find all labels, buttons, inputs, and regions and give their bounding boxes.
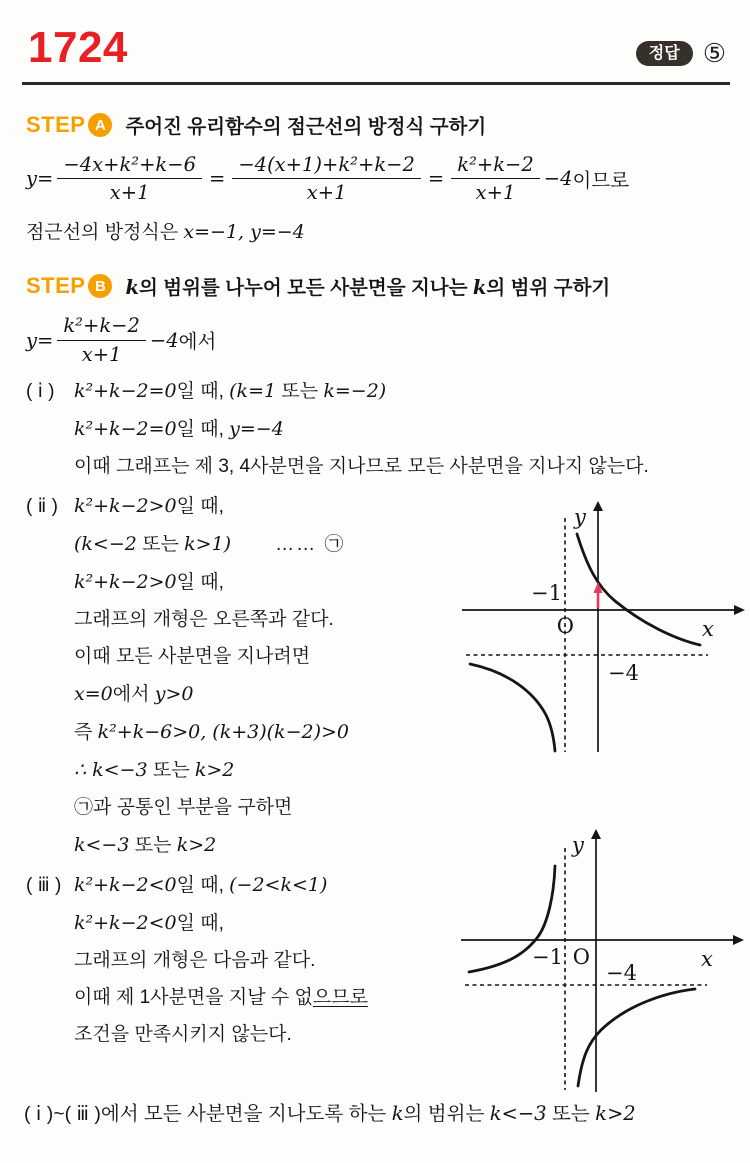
case-i-line-1 xyxy=(26,378,750,406)
y-axis-arrow-icon xyxy=(591,829,601,839)
fraction-1-denominator: x+1 xyxy=(109,181,150,205)
x-axis-label: x xyxy=(701,947,713,971)
korean-text: 일 때, xyxy=(176,381,230,403)
origin-label: O xyxy=(556,614,574,638)
math-expression: k²+k−2<0 xyxy=(74,873,177,896)
korean-text: 에서 xyxy=(112,683,155,705)
math-expression: k²+k−2=0 xyxy=(74,418,177,441)
reference-mark: …… ㉠ xyxy=(275,534,346,556)
korean-text: 또는 xyxy=(546,1103,596,1125)
korean-text: 그래프의 개형은 오른쪽과 같다. xyxy=(74,608,334,630)
math-expression: k xyxy=(391,1102,404,1125)
math-expression: k>2 xyxy=(194,758,235,781)
math-expression: k>1) xyxy=(184,533,232,556)
korean-text: 즉 xyxy=(74,721,98,743)
y-axis-arrow-icon xyxy=(593,501,603,511)
math-expression: (k=1 xyxy=(229,380,277,403)
korean-text: 또는 xyxy=(136,534,185,556)
case-marker: ( ⅲ ) xyxy=(26,874,62,896)
math-expression: y>0 xyxy=(154,682,194,705)
fraction-2 xyxy=(232,153,421,205)
underlined-text: 으므로 xyxy=(312,986,368,1008)
step-a-heading xyxy=(0,85,750,139)
math-expression: (−2<k<1) xyxy=(229,873,328,896)
step-b-title-math1: k xyxy=(125,276,139,300)
fraction-3-numerator: k²+k−2 xyxy=(451,153,540,179)
asymptote-text: 점근선의 방정식은 xyxy=(26,221,184,243)
step-b-formula xyxy=(0,314,750,366)
fraction-2-denominator: x+1 xyxy=(306,181,347,205)
page-header xyxy=(0,0,750,70)
origin-label: O xyxy=(572,945,590,969)
graph-svg xyxy=(446,500,746,758)
conclusion-line xyxy=(24,1098,636,1126)
horizontal-asymptote-value: −4 xyxy=(606,961,637,985)
step-b-title xyxy=(125,272,610,300)
step-a-formula xyxy=(0,153,750,205)
case-i-line-2 xyxy=(26,416,750,444)
answer-choice-number: ⑤ xyxy=(702,38,726,68)
math-expression: k²+k−2>0 xyxy=(74,571,177,593)
equals-sign: = xyxy=(427,167,445,191)
hyperbola-graph-case-iii xyxy=(445,822,745,1103)
formula-lhs: y= xyxy=(26,167,54,191)
korean-text: 또는 xyxy=(276,381,324,403)
math-expression: k<−3 xyxy=(74,833,130,856)
korean-text: 일 때, xyxy=(176,874,230,896)
math-expression: k>2 xyxy=(176,833,217,856)
math-expression: k<−3 xyxy=(489,1102,547,1125)
math-expression: k²+k−2>0 xyxy=(74,495,177,518)
formula-tail-text: 이므로 xyxy=(572,169,630,192)
korean-text: 일 때, xyxy=(176,572,224,593)
case-marker: ( ⅱ ) xyxy=(26,496,58,518)
formula-lhs: y= xyxy=(26,328,54,352)
case-i-line-3 xyxy=(26,454,750,481)
fraction-b-denominator: x+1 xyxy=(81,342,122,366)
equals-sign: = xyxy=(208,167,226,191)
answer-area xyxy=(636,38,726,69)
formula-tail-text: 에서 xyxy=(178,331,217,354)
fraction-b-numerator: k²+k−2 xyxy=(57,314,146,340)
math-expression: x=0 xyxy=(74,682,113,705)
asymptote-line xyxy=(0,219,750,247)
hyperbola-graph-case-ii xyxy=(446,500,746,764)
fraction-3 xyxy=(451,153,540,205)
vertical-asymptote-value: −1 xyxy=(531,581,562,605)
y-axis-label: y xyxy=(574,505,586,529)
fraction-b xyxy=(57,314,146,366)
step-a-circle-icon: A xyxy=(88,113,112,137)
korean-text: 또는 xyxy=(147,759,195,781)
step-b-label: STEP xyxy=(26,273,86,299)
korean-text: 일 때, xyxy=(176,496,224,518)
fraction-1 xyxy=(57,153,202,205)
fraction-2-numerator: −4(x+1)+k²+k−2 xyxy=(232,153,421,179)
formula-tail-math: −4 xyxy=(543,167,573,191)
fraction-3-denominator: x+1 xyxy=(475,181,516,205)
math-expression: k²+k−2=0 xyxy=(74,380,177,403)
step-b-circle-icon: B xyxy=(88,274,112,298)
step-a-title: 주어진 유리함수의 점근선의 방정식 구하기 xyxy=(125,116,487,138)
asymptote-math: x=−1, y=−4 xyxy=(183,220,305,243)
math-expression: (k<−2 xyxy=(74,533,137,556)
x-axis-arrow-icon xyxy=(733,935,744,945)
korean-text: 일 때, xyxy=(176,912,224,934)
math-expression: y=−4 xyxy=(229,418,284,441)
x-axis-arrow-icon xyxy=(734,605,745,615)
step-b-title-text2: 의 범위 구하기 xyxy=(486,277,611,300)
answer-badge: 정답 xyxy=(636,41,693,66)
step-b-heading xyxy=(0,246,750,300)
korean-text: 이때 모든 사분면을 지나려면 xyxy=(74,645,311,667)
step-a-label: STEP xyxy=(26,112,86,137)
math-expression: k²+k−6>0, (k+3)(k−2)>0 xyxy=(97,720,350,743)
case-marker: ( ⅰ ) xyxy=(26,381,55,403)
math-expression: k=−2) xyxy=(323,380,387,403)
korean-text: ( ⅰ )~( ⅲ )에서 모든 사분면을 지나도록 하는 xyxy=(24,1103,392,1125)
graph-svg xyxy=(445,822,745,1097)
korean-text: ㉠과 공통인 부분을 구하면 xyxy=(74,796,293,818)
case-i xyxy=(0,378,750,481)
vertical-asymptote-value: −1 xyxy=(532,945,563,969)
case-ii-line-9 xyxy=(26,795,750,822)
korean-text: 일 때, xyxy=(176,419,230,441)
korean-text: 이때 제 1사분면을 지날 수 없 xyxy=(74,986,313,1008)
korean-text: 조건을 만족시키지 않는다. xyxy=(74,1023,292,1045)
hyperbola-branch-lower-left xyxy=(470,664,555,751)
korean-text: 이때 그래프는 제 3, 4사분면을 지나므로 모든 사분면을 지나지 않는다. xyxy=(74,456,649,478)
problem-number: 1724 xyxy=(28,23,128,72)
korean-text: 그래프의 개형은 다음과 같다. xyxy=(74,949,316,971)
korean-text: 또는 xyxy=(129,834,177,856)
korean-text: 의 범위는 xyxy=(403,1103,490,1125)
math-expression: ∴ k<−3 xyxy=(74,758,148,781)
step-b-title-math2: k xyxy=(472,276,487,300)
math-expression: k²+k−2<0 xyxy=(74,911,177,934)
math-expression: k>2 xyxy=(595,1102,636,1125)
step-b-title-text1: 의 범위를 나누어 모든 사분면을 지나는 xyxy=(138,277,473,300)
fraction-1-numerator: −4x+k²+k−6 xyxy=(57,153,202,179)
horizontal-asymptote-value: −4 xyxy=(608,661,639,685)
y-axis-label: y xyxy=(572,833,584,857)
x-axis-label: x xyxy=(702,617,714,641)
formula-tail-math: −4 xyxy=(149,328,179,352)
